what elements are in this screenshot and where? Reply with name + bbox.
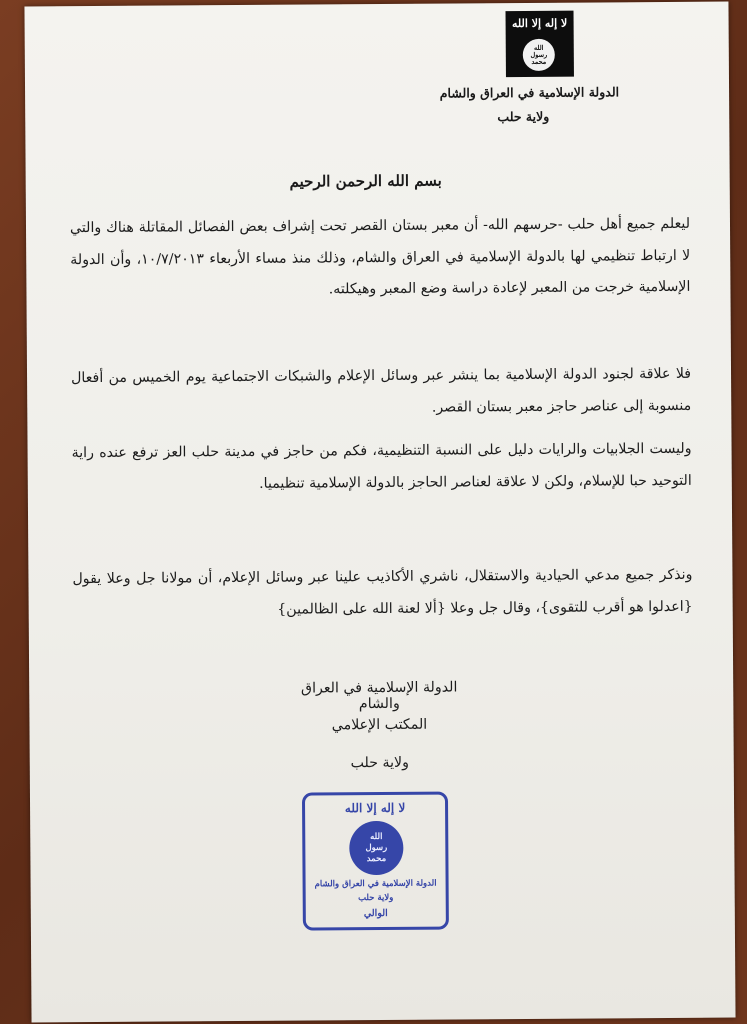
stamp-state-name: الدولة الإسلامية في العراق والشام xyxy=(314,878,437,890)
body-paragraph-4: ونذكر جميع مدعي الحيادية والاستقلال، ناشري الأكاذيب علينا عبر وسائل الإعلام، أن مولانا جل وعلا يقول {اعدلوا هو أقرب للتقوى}، وقال جل وعلا {ألا لعنة الله على الظالمين} xyxy=(72,566,693,618)
stamp-title: الوالي xyxy=(363,907,388,920)
logo-seal-line: رسول xyxy=(530,50,548,59)
logo-shahada-text: لا إله إلا الله xyxy=(511,16,568,31)
signature-province: ولاية حلب xyxy=(350,754,410,772)
stamp-province: ولاية حلب xyxy=(358,892,394,904)
logo-seal-icon xyxy=(523,39,555,71)
body-paragraph-3: وليست الجلابيات والرايات دليل على النسبة التنظيمية، فكم من حاجز في مدينة حلب العز ترفع عنده راية التوحيد حبا للإسلام، ولكن لا علاقة لعناصر الحاجز بالدولة الإسلامية تنظيميا. xyxy=(71,440,692,492)
document-page xyxy=(24,2,735,1023)
logo-seal-line: الله xyxy=(534,43,544,52)
header-state-name: الدولة الإسلامية في العراق والشام xyxy=(439,84,620,101)
stamp-seal-icon xyxy=(349,821,403,875)
signature-state-name: الدولة الإسلامية في العراق والشام xyxy=(300,679,458,713)
stamp-seal-line: محمد xyxy=(366,853,387,864)
stamp-seal-line: رسول xyxy=(365,842,388,853)
header-province: ولاية حلب xyxy=(497,108,550,125)
stamp-seal-line: الله xyxy=(370,831,383,842)
stamp-shahada: لا إله إلا الله xyxy=(344,800,406,816)
black-flag-logo xyxy=(506,11,574,77)
body-paragraph-1: ليعلم جميع أهل حلب -حرسهم الله- أن معبر بستان القصر تحت إشراف بعض الفصائل المقاتلة هناك والتي لا ارتباط تنظيمي لها بالدولة الإسلامية في العراق والشام، وذلك منذ مساء الأربعاء ١٠/٧/٢٠١٣، وأن الدولة الإسلامية خرجت من المعبر لإعادة دراسة وضع المعبر وهيكلته. xyxy=(69,215,691,298)
official-stamp xyxy=(302,792,449,931)
signature-office: المكتب الإعلامي xyxy=(331,716,428,734)
logo-seal-line: محمد xyxy=(531,57,547,66)
bismillah-heading: بسم الله الرحمن الرحيم xyxy=(289,171,442,191)
body-paragraph-2: فلا علاقة لجنود الدولة الإسلامية بما ينشر عبر وسائل الإعلام والشبكات الاجتماعية يوم الخميس من أفعال منسوبة إلى عناصر حاجز معبر بستان القصر. xyxy=(71,365,692,416)
